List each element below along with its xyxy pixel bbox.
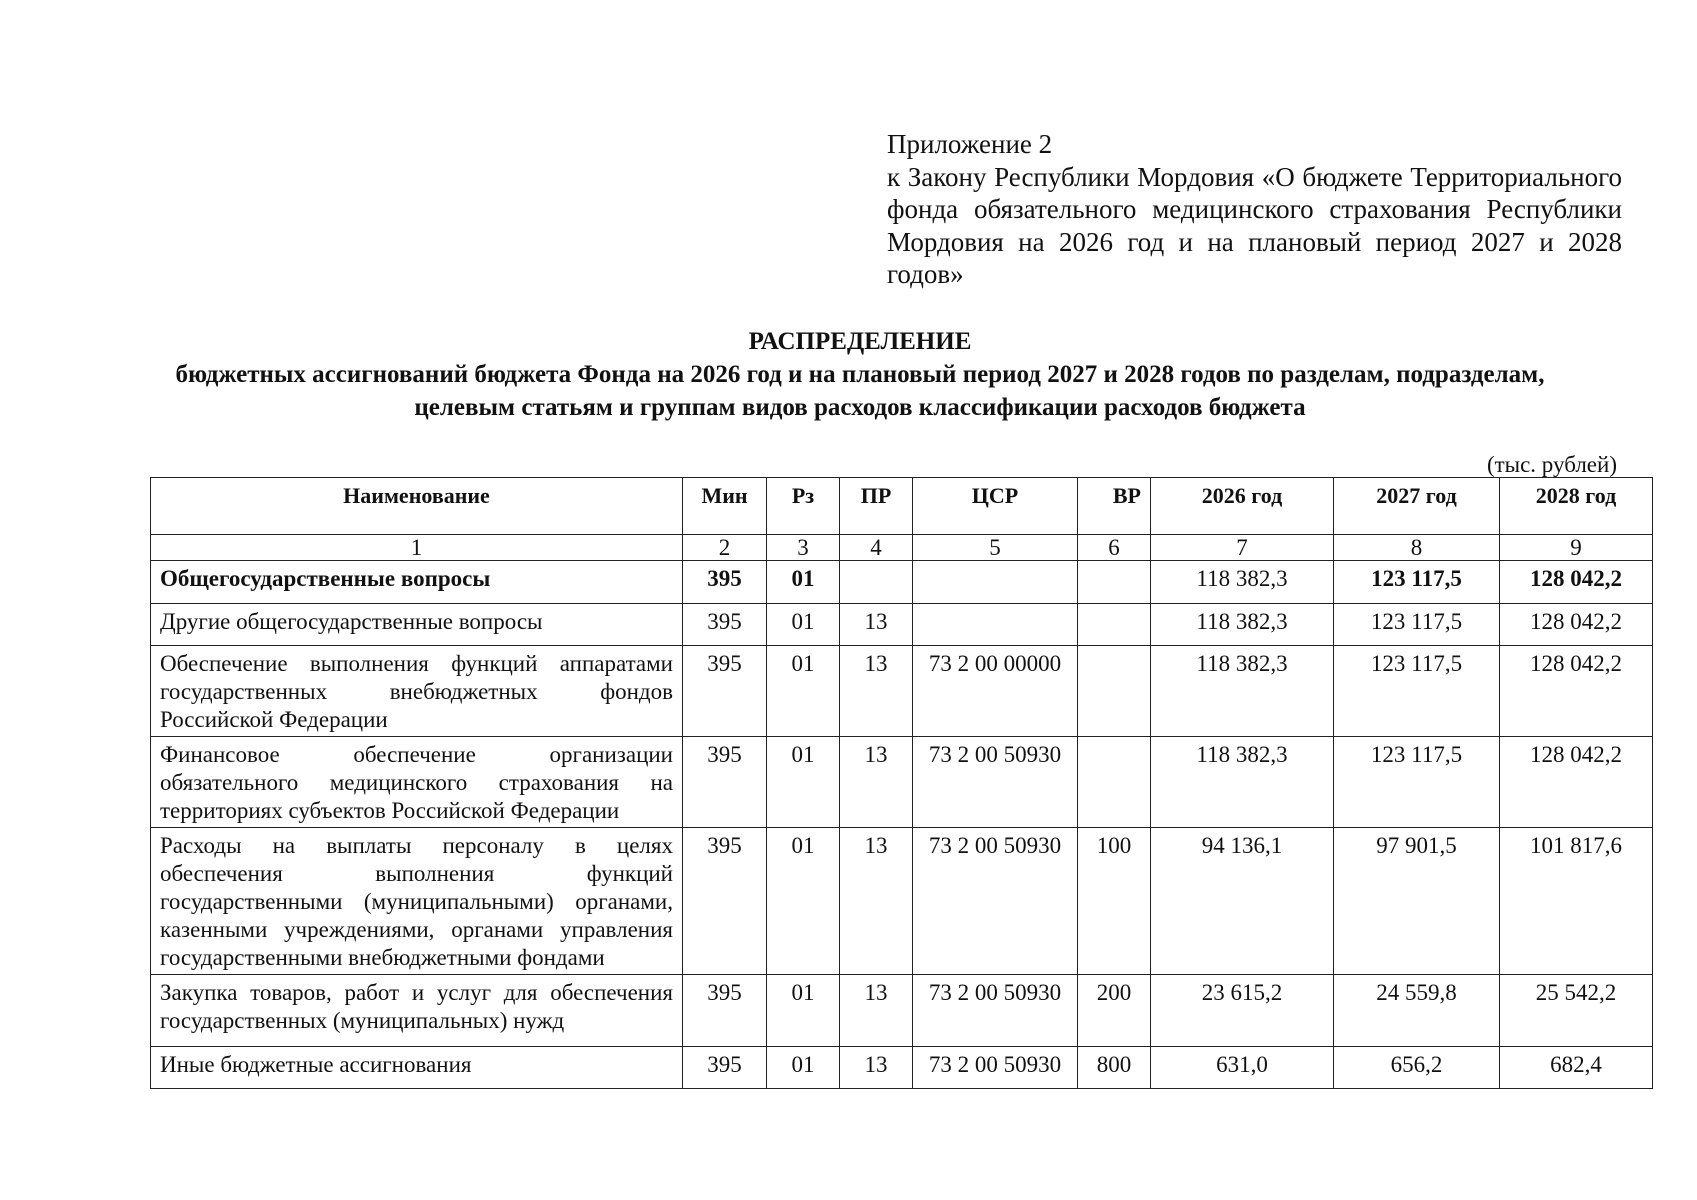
column-number: 9 xyxy=(1500,535,1653,561)
row-csr xyxy=(913,561,1078,604)
row-pr: 13 xyxy=(840,828,913,975)
appendix-law-reference: к Закону Республики Мордовия «О бюджете Территориального фонда обязательного медицинского страхования Республики Мордовия на 2026 год и на плановый период 2027 и 2028 годов» xyxy=(887,161,1622,289)
header-csr: ЦСР xyxy=(913,478,1078,535)
row-rz: 01 xyxy=(767,828,840,975)
row-csr xyxy=(913,604,1078,646)
budget-table xyxy=(150,477,1653,1089)
row-amount-2027: 123 117,5 xyxy=(1334,737,1500,828)
header-vr: ВР xyxy=(1078,478,1151,535)
row-name: Общегосударственные вопросы xyxy=(151,561,683,604)
row-amount-2027: 656,2 xyxy=(1334,1047,1500,1089)
column-number: 7 xyxy=(1151,535,1334,561)
table-row xyxy=(151,975,1653,1047)
row-pr xyxy=(840,561,913,604)
table-row xyxy=(151,737,1653,828)
header-rz: Рз xyxy=(767,478,840,535)
document-heading xyxy=(150,325,1570,424)
header-name: Наименование xyxy=(151,478,683,535)
row-name: Закупка товаров, работ и услуг для обеспечения государственных (муниципальных) нужд xyxy=(151,975,683,1047)
row-rz: 01 xyxy=(767,737,840,828)
row-vr xyxy=(1078,561,1151,604)
row-vr: 100 xyxy=(1078,828,1151,975)
units-label: (тыс. рублей) xyxy=(1486,452,1617,477)
row-rz: 01 xyxy=(767,975,840,1047)
row-csr: 73 2 00 50930 xyxy=(913,828,1078,975)
table-row xyxy=(151,828,1653,975)
row-amount-2028: 128 042,2 xyxy=(1500,646,1653,737)
row-name: Иные бюджетные ассигнования xyxy=(151,1047,683,1089)
row-pr: 13 xyxy=(840,646,913,737)
row-amount-2028: 101 817,6 xyxy=(1500,828,1653,975)
row-vr xyxy=(1078,604,1151,646)
header-2027: 2027 год xyxy=(1334,478,1500,535)
row-amount-2028: 128 042,2 xyxy=(1500,737,1653,828)
row-amount-2027: 24 559,8 xyxy=(1334,975,1500,1047)
appendix-note xyxy=(887,128,1622,291)
row-min: 395 xyxy=(683,828,767,975)
row-name: Обеспечение выполнения функций аппаратами государственных внебюджетных фондов Российской Федерации xyxy=(151,646,683,737)
row-amount-2028: 25 542,2 xyxy=(1500,975,1653,1047)
row-rz: 01 xyxy=(767,561,840,604)
column-number: 6 xyxy=(1078,535,1151,561)
table-row xyxy=(151,1047,1653,1089)
header-min: Мин xyxy=(683,478,767,535)
row-amount-2026: 118 382,3 xyxy=(1151,737,1334,828)
row-vr: 800 xyxy=(1078,1047,1151,1089)
row-amount-2026: 118 382,3 xyxy=(1151,604,1334,646)
row-pr: 13 xyxy=(840,737,913,828)
column-number: 8 xyxy=(1334,535,1500,561)
row-vr: 200 xyxy=(1078,975,1151,1047)
row-amount-2027: 123 117,5 xyxy=(1334,646,1500,737)
appendix-number: Приложение 2 xyxy=(887,129,1053,159)
table-header-row xyxy=(151,478,1653,535)
document-title: РАСПРЕДЕЛЕНИЕ xyxy=(748,328,972,355)
header-2028: 2028 год xyxy=(1500,478,1653,535)
row-amount-2026: 118 382,3 xyxy=(1151,646,1334,737)
row-pr: 13 xyxy=(840,975,913,1047)
row-amount-2027: 123 117,5 xyxy=(1334,561,1500,604)
row-amount-2028: 128 042,2 xyxy=(1500,561,1653,604)
document-subtitle: бюджетных ассигнований бюджета Фонда на 2026 год и на плановый период 2027 и 2028 годов по разделам, подразделам, целевым статьям и группам видов расходов классификации расходов бюджета xyxy=(175,361,1545,421)
row-amount-2026: 631,0 xyxy=(1151,1047,1334,1089)
row-amount-2028: 682,4 xyxy=(1500,1047,1653,1089)
table-row xyxy=(151,604,1653,646)
row-csr: 73 2 00 00000 xyxy=(913,646,1078,737)
column-number: 1 xyxy=(151,535,683,561)
column-number: 3 xyxy=(767,535,840,561)
row-amount-2026: 23 615,2 xyxy=(1151,975,1334,1047)
row-vr xyxy=(1078,737,1151,828)
row-amount-2026: 94 136,1 xyxy=(1151,828,1334,975)
row-name: Финансовое обеспечение организации обязательного медицинского страхования на территориях субъектов Российской Федерации xyxy=(151,737,683,828)
header-2026: 2026 год xyxy=(1151,478,1334,535)
row-pr: 13 xyxy=(840,1047,913,1089)
row-min: 395 xyxy=(683,975,767,1047)
column-number: 5 xyxy=(913,535,1078,561)
row-min: 395 xyxy=(683,1047,767,1089)
column-number: 4 xyxy=(840,535,913,561)
row-pr: 13 xyxy=(840,604,913,646)
row-min: 395 xyxy=(683,604,767,646)
row-amount-2026: 118 382,3 xyxy=(1151,561,1334,604)
column-number-row xyxy=(151,535,1653,561)
row-vr xyxy=(1078,646,1151,737)
row-name: Расходы на выплаты персоналу в целях обеспечения выполнения функций государственными (муниципальными) органами, казенными учреждениями, органами управления государственными внебюджетными фондами xyxy=(151,828,683,975)
row-amount-2027: 97 901,5 xyxy=(1334,828,1500,975)
row-amount-2027: 123 117,5 xyxy=(1334,604,1500,646)
row-rz: 01 xyxy=(767,604,840,646)
column-number: 2 xyxy=(683,535,767,561)
table-row xyxy=(151,646,1653,737)
row-min: 395 xyxy=(683,561,767,604)
row-csr: 73 2 00 50930 xyxy=(913,1047,1078,1089)
row-rz: 01 xyxy=(767,646,840,737)
row-min: 395 xyxy=(683,737,767,828)
row-name: Другие общегосударственные вопросы xyxy=(151,604,683,646)
table-row xyxy=(151,561,1653,604)
row-min: 395 xyxy=(683,646,767,737)
row-csr: 73 2 00 50930 xyxy=(913,737,1078,828)
header-pr: ПР xyxy=(840,478,913,535)
row-rz: 01 xyxy=(767,1047,840,1089)
row-csr: 73 2 00 50930 xyxy=(913,975,1078,1047)
row-amount-2028: 128 042,2 xyxy=(1500,604,1653,646)
